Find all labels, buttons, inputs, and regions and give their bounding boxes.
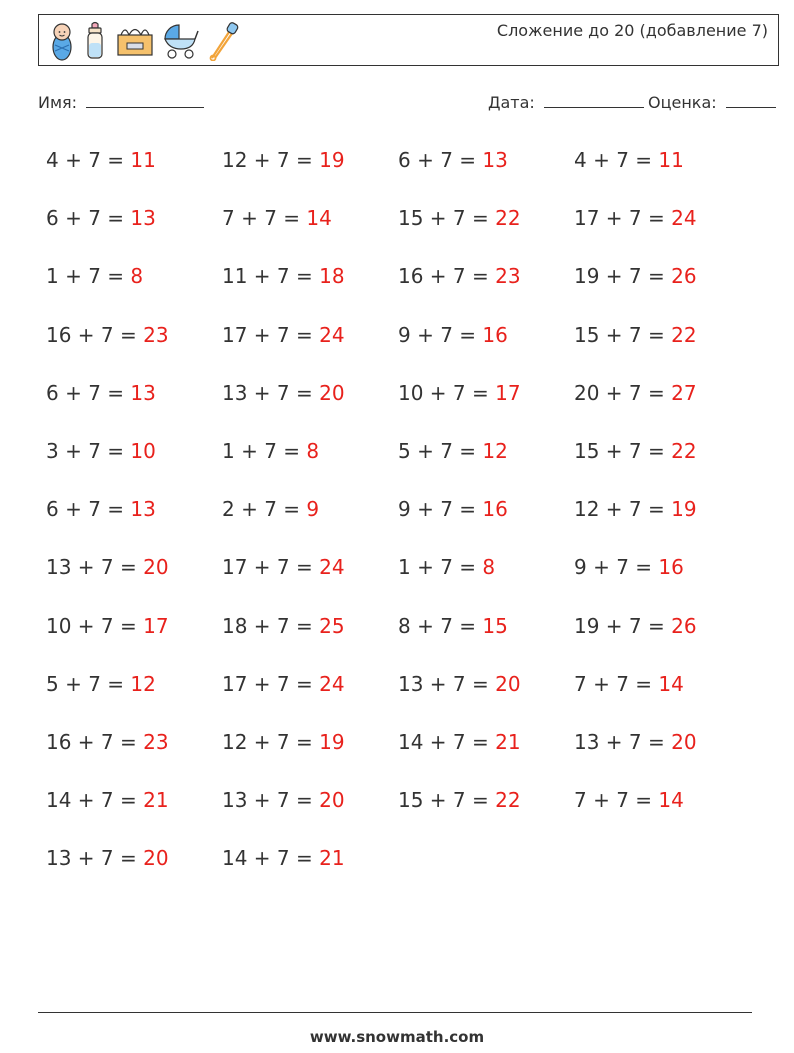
footer-divider bbox=[38, 1012, 752, 1013]
problem-question: 19 + 7 = bbox=[574, 264, 672, 288]
problem-item bbox=[222, 555, 345, 579]
problem-question: 1 + 7 = bbox=[46, 264, 131, 288]
problem-item bbox=[222, 323, 345, 347]
problem-answer: 13 bbox=[130, 206, 156, 230]
problem-answer: 17 bbox=[143, 614, 169, 638]
problem-item bbox=[574, 323, 697, 347]
problem-question: 9 + 7 = bbox=[574, 555, 659, 579]
problem-question: 15 + 7 = bbox=[398, 788, 496, 812]
problem-item bbox=[398, 206, 521, 230]
problem-item bbox=[46, 614, 169, 638]
problem-question: 19 + 7 = bbox=[574, 614, 672, 638]
problem-item bbox=[398, 614, 508, 638]
problem-question: 13 + 7 = bbox=[222, 381, 320, 405]
problem-answer: 20 bbox=[671, 730, 697, 754]
problem-item bbox=[222, 439, 319, 463]
problem-question: 4 + 7 = bbox=[574, 148, 659, 172]
problem-answer: 13 bbox=[482, 148, 508, 172]
score-field bbox=[648, 93, 776, 112]
baby-icon bbox=[49, 21, 75, 61]
problem-answer: 20 bbox=[319, 788, 345, 812]
problem-question: 17 + 7 = bbox=[222, 555, 320, 579]
problem-question: 16 + 7 = bbox=[398, 264, 496, 288]
problem-answer: 26 bbox=[671, 264, 697, 288]
problem-question: 7 + 7 = bbox=[574, 672, 659, 696]
problem-answer: 16 bbox=[482, 497, 508, 521]
problem-answer: 17 bbox=[495, 381, 521, 405]
problem-item bbox=[574, 788, 684, 812]
problem-question: 13 + 7 = bbox=[46, 555, 144, 579]
problem-question: 15 + 7 = bbox=[574, 439, 672, 463]
problem-answer: 25 bbox=[319, 614, 345, 638]
problem-item bbox=[398, 730, 521, 754]
problem-answer: 9 bbox=[306, 497, 320, 521]
problem-answer: 19 bbox=[671, 497, 697, 521]
problem-item bbox=[222, 614, 345, 638]
problem-item bbox=[574, 206, 697, 230]
problem-item bbox=[574, 439, 697, 463]
problem-item bbox=[46, 497, 156, 521]
problem-question: 5 + 7 = bbox=[398, 439, 483, 463]
problem-answer: 11 bbox=[130, 148, 156, 172]
problem-question: 13 + 7 = bbox=[222, 788, 320, 812]
problem-question: 12 + 7 = bbox=[222, 148, 320, 172]
problem-question: 8 + 7 = bbox=[398, 614, 483, 638]
problem-item bbox=[222, 206, 332, 230]
problem-answer: 10 bbox=[130, 439, 156, 463]
problem-answer: 23 bbox=[143, 323, 169, 347]
problem-answer: 24 bbox=[319, 672, 345, 696]
problem-item bbox=[222, 730, 345, 754]
problem-question: 17 + 7 = bbox=[574, 206, 672, 230]
problem-answer: 8 bbox=[482, 555, 496, 579]
problem-item bbox=[222, 264, 345, 288]
tissue-box-icon bbox=[115, 21, 155, 61]
problem-item bbox=[574, 381, 697, 405]
problem-item bbox=[574, 497, 697, 521]
date-field bbox=[488, 93, 644, 112]
problem-answer: 14 bbox=[658, 788, 684, 812]
problem-answer: 24 bbox=[319, 555, 345, 579]
problem-answer: 26 bbox=[671, 614, 697, 638]
icon-strip bbox=[49, 21, 239, 61]
problem-question: 6 + 7 = bbox=[398, 148, 483, 172]
problem-answer: 22 bbox=[671, 439, 697, 463]
problem-answer: 13 bbox=[130, 381, 156, 405]
problem-answer: 22 bbox=[495, 206, 521, 230]
problem-answer: 21 bbox=[495, 730, 521, 754]
problem-item bbox=[46, 323, 169, 347]
baby-bottle-icon bbox=[81, 21, 109, 61]
problem-answer: 18 bbox=[319, 264, 345, 288]
name-blank bbox=[86, 93, 204, 108]
problem-answer: 15 bbox=[482, 614, 508, 638]
worksheet-header bbox=[38, 14, 779, 66]
problem-item bbox=[46, 381, 156, 405]
problem-question: 17 + 7 = bbox=[222, 323, 320, 347]
problem-answer: 21 bbox=[319, 846, 345, 870]
date-label: Дата: bbox=[488, 93, 535, 112]
problem-item bbox=[574, 672, 684, 696]
problem-answer: 22 bbox=[671, 323, 697, 347]
name-field bbox=[38, 93, 204, 112]
problem-question: 1 + 7 = bbox=[222, 439, 307, 463]
problem-answer: 13 bbox=[130, 497, 156, 521]
problem-answer: 23 bbox=[143, 730, 169, 754]
problem-question: 20 + 7 = bbox=[574, 381, 672, 405]
problem-item bbox=[398, 788, 521, 812]
problem-item bbox=[398, 148, 508, 172]
problem-item bbox=[222, 497, 319, 521]
problem-answer: 21 bbox=[143, 788, 169, 812]
problem-item bbox=[398, 555, 495, 579]
problem-question: 3 + 7 = bbox=[46, 439, 131, 463]
problem-question: 13 + 7 = bbox=[574, 730, 672, 754]
problem-item bbox=[46, 148, 156, 172]
problem-answer: 20 bbox=[319, 381, 345, 405]
problem-question: 5 + 7 = bbox=[46, 672, 131, 696]
problem-item bbox=[398, 323, 508, 347]
problem-item bbox=[46, 206, 156, 230]
name-label: Имя: bbox=[38, 93, 78, 112]
problem-item bbox=[222, 672, 345, 696]
problem-question: 7 + 7 = bbox=[222, 206, 307, 230]
problem-question: 6 + 7 = bbox=[46, 381, 131, 405]
footer-url: www.snowmath.com bbox=[309, 1028, 485, 1046]
problem-answer: 19 bbox=[319, 148, 345, 172]
baby-stroller-icon bbox=[161, 21, 201, 61]
problem-answer: 27 bbox=[671, 381, 697, 405]
problem-question: 16 + 7 = bbox=[46, 323, 144, 347]
problem-item bbox=[574, 555, 684, 579]
problem-answer: 8 bbox=[130, 264, 144, 288]
problem-item bbox=[222, 788, 345, 812]
score-blank bbox=[726, 93, 776, 108]
problem-item bbox=[398, 672, 521, 696]
problem-item bbox=[46, 264, 143, 288]
problem-question: 14 + 7 = bbox=[398, 730, 496, 754]
problem-item bbox=[574, 148, 684, 172]
problem-question: 15 + 7 = bbox=[574, 323, 672, 347]
problem-answer: 14 bbox=[658, 672, 684, 696]
problem-question: 10 + 7 = bbox=[398, 381, 496, 405]
problem-answer: 23 bbox=[495, 264, 521, 288]
problem-question: 6 + 7 = bbox=[46, 206, 131, 230]
problem-question: 4 + 7 = bbox=[46, 148, 131, 172]
problem-question: 6 + 7 = bbox=[46, 497, 131, 521]
problem-item bbox=[574, 614, 697, 638]
problem-item bbox=[46, 439, 156, 463]
worksheet-title: Сложение до 20 (добавление 7) bbox=[496, 21, 768, 40]
problem-item bbox=[574, 730, 697, 754]
problem-question: 13 + 7 = bbox=[46, 846, 144, 870]
problem-answer: 22 bbox=[495, 788, 521, 812]
problem-question: 14 + 7 = bbox=[222, 846, 320, 870]
problem-answer: 20 bbox=[143, 846, 169, 870]
score-label: Оценка: bbox=[648, 93, 717, 112]
problem-question: 9 + 7 = bbox=[398, 323, 483, 347]
problem-question: 7 + 7 = bbox=[574, 788, 659, 812]
problem-answer: 16 bbox=[658, 555, 684, 579]
problem-question: 9 + 7 = bbox=[398, 497, 483, 521]
problem-question: 11 + 7 = bbox=[222, 264, 320, 288]
problem-question: 1 + 7 = bbox=[398, 555, 483, 579]
problem-item bbox=[398, 264, 521, 288]
problem-question: 12 + 7 = bbox=[222, 730, 320, 754]
problem-answer: 20 bbox=[495, 672, 521, 696]
problem-question: 15 + 7 = bbox=[398, 206, 496, 230]
problem-item bbox=[46, 788, 169, 812]
problem-item bbox=[46, 672, 156, 696]
problem-item bbox=[46, 846, 169, 870]
problem-item bbox=[222, 381, 345, 405]
problem-item bbox=[398, 497, 508, 521]
problem-answer: 16 bbox=[482, 323, 508, 347]
problem-item bbox=[398, 439, 508, 463]
problem-item bbox=[46, 730, 169, 754]
problem-question: 2 + 7 = bbox=[222, 497, 307, 521]
problem-answer: 12 bbox=[482, 439, 508, 463]
problem-item bbox=[222, 148, 345, 172]
problem-answer: 14 bbox=[306, 206, 332, 230]
problem-question: 16 + 7 = bbox=[46, 730, 144, 754]
problem-answer: 24 bbox=[319, 323, 345, 347]
problem-question: 12 + 7 = bbox=[574, 497, 672, 521]
problem-question: 10 + 7 = bbox=[46, 614, 144, 638]
problem-question: 13 + 7 = bbox=[398, 672, 496, 696]
problem-answer: 11 bbox=[658, 148, 684, 172]
problem-question: 14 + 7 = bbox=[46, 788, 144, 812]
problem-answer: 12 bbox=[130, 672, 156, 696]
problem-item bbox=[46, 555, 169, 579]
problem-item bbox=[398, 381, 521, 405]
problem-answer: 20 bbox=[143, 555, 169, 579]
problem-question: 18 + 7 = bbox=[222, 614, 320, 638]
problem-item bbox=[574, 264, 697, 288]
problem-answer: 8 bbox=[306, 439, 320, 463]
problem-question: 17 + 7 = bbox=[222, 672, 320, 696]
problem-answer: 24 bbox=[671, 206, 697, 230]
problem-item bbox=[222, 846, 345, 870]
problem-answer: 19 bbox=[319, 730, 345, 754]
date-blank bbox=[544, 93, 644, 108]
safety-pin-icon bbox=[207, 21, 239, 61]
